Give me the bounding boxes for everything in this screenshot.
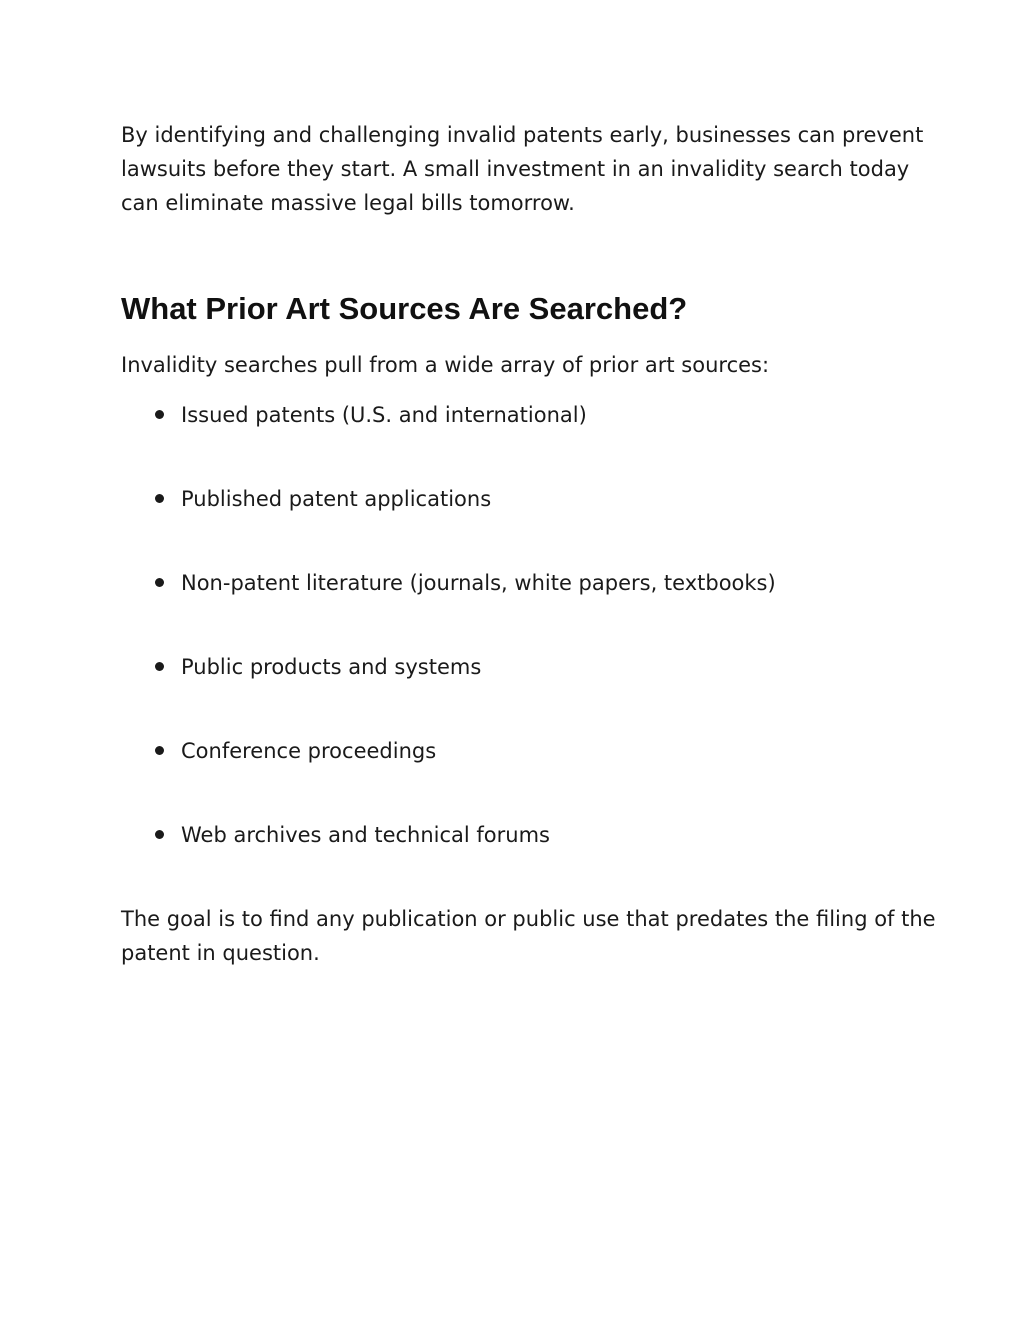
list-item-text: Web archives and technical forums [181,823,550,847]
closing-paragraph: The goal is to find any publication or public use that predates the filing of the patent in question. [121,907,936,965]
list-item-text: Issued patents (U.S. and international) [181,403,587,427]
bullet-icon [155,410,164,419]
bullet-icon [155,746,164,755]
bullet-icon [155,830,164,839]
list-item-text: Conference proceedings [181,739,437,763]
bullet-icon [155,494,164,503]
bullet-icon [155,578,164,587]
list-item-text: Published patent applications [181,487,492,511]
section-heading: What Prior Art Sources Are Searched? [121,291,688,326]
intro-paragraph: By identifying and challenging invalid patents early, businesses can prevent lawsuits before they start. A small investment in an invalidity search today can eliminate massive legal bills tomorrow. [121,123,924,215]
bullet-icon [155,662,164,671]
list-item-text: Public products and systems [181,655,482,679]
lead-paragraph: Invalidity searches pull from a wide array of prior art sources: [121,353,770,377]
list-item-text: Non-patent literature (journals, white papers, textbooks) [181,571,776,595]
